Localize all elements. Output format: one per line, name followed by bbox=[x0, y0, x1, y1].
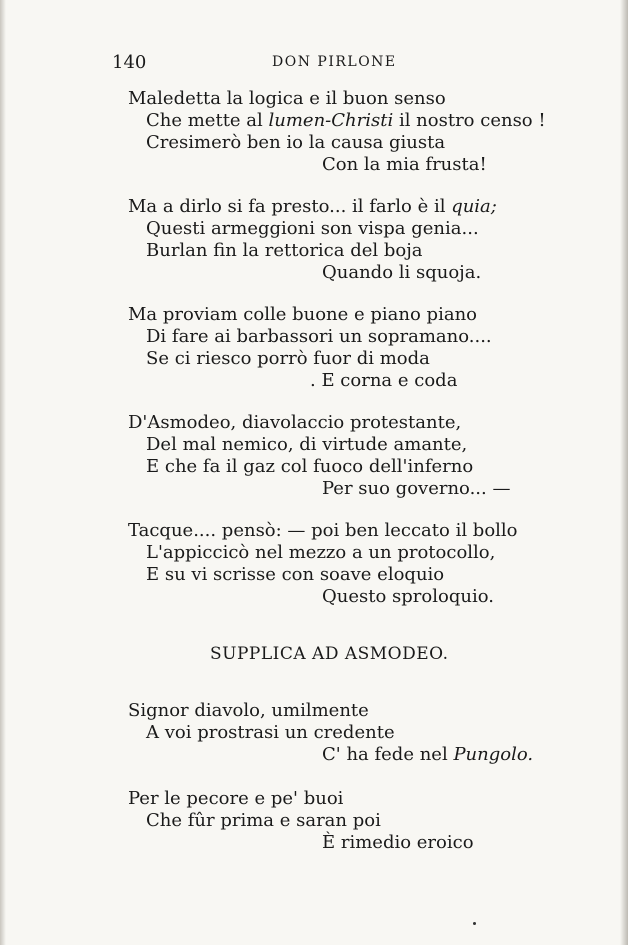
page-left-edge bbox=[0, 0, 6, 945]
verse-line: E che fa il gaz col fuoco dell'inferno bbox=[146, 456, 474, 477]
verse-italic: lumen-Christi bbox=[268, 110, 394, 131]
verse-text: il nostro censo ! bbox=[393, 110, 546, 131]
verse-line: Burlan fin la rettorica del boja bbox=[146, 240, 423, 261]
verse-line: Cresimerò ben io la causa giusta bbox=[146, 132, 446, 153]
verse-text: C' ha fede nel bbox=[322, 744, 454, 765]
verse-line bbox=[322, 744, 533, 766]
verse-line: Per le pecore e pe' buoi bbox=[128, 788, 344, 809]
verse-line: Del mal nemico, di virtude amante, bbox=[146, 434, 468, 455]
verse-line: Questo sproloquio. bbox=[322, 586, 494, 607]
running-title: DON PIRLONE bbox=[272, 54, 397, 70]
verse-italic: quia; bbox=[451, 196, 497, 217]
ink-speck bbox=[473, 922, 476, 925]
verse-line: Per suo governo... — bbox=[322, 478, 511, 499]
verse-text: Che mette al bbox=[146, 110, 269, 131]
verse-line: Questi armeggioni son vispa genia... bbox=[146, 218, 479, 239]
verse-line: L'appiccicò nel mezzo a un protocollo, bbox=[146, 542, 496, 563]
verse-line: . E corna e coda bbox=[310, 370, 458, 391]
verse-line: E su vi scrisse con soave eloquio bbox=[146, 564, 445, 585]
verse-line: D'Asmodeo, diavolaccio protestante, bbox=[128, 412, 462, 433]
verse-text: Ma a dirlo si fa presto... il farlo è il bbox=[128, 196, 452, 217]
verse-line: Con la mia frusta! bbox=[322, 154, 487, 175]
verse-line: Di fare ai barbassori un sopramano.... bbox=[146, 326, 492, 347]
verse-line: A voi prostrasi un credente bbox=[146, 722, 395, 743]
verse-line: Signor diavolo, umilmente bbox=[128, 700, 369, 721]
verse-line: Maledetta la logica e il buon senso bbox=[128, 88, 446, 109]
verse-line: Che fûr prima e saran poi bbox=[146, 810, 381, 831]
verse-line: Se ci riesco porrò fuor di moda bbox=[146, 348, 430, 369]
page-number: 140 bbox=[112, 52, 147, 73]
verse-line: Quando li squoja. bbox=[322, 262, 482, 283]
verse-line bbox=[146, 110, 546, 132]
page-right-edge bbox=[620, 0, 628, 945]
verse-line: È rimedio eroico bbox=[322, 832, 474, 853]
verse-line: Ma proviam colle buone e piano piano bbox=[128, 304, 477, 325]
verse-italic: Pungolo. bbox=[453, 744, 534, 765]
verse-line bbox=[128, 196, 497, 218]
section-heading: SUPPLICA AD ASMODEO. bbox=[210, 644, 449, 664]
page-header bbox=[0, 52, 628, 76]
verse-line: Tacque.... pensò: — poi ben leccato il bollo bbox=[128, 520, 518, 541]
